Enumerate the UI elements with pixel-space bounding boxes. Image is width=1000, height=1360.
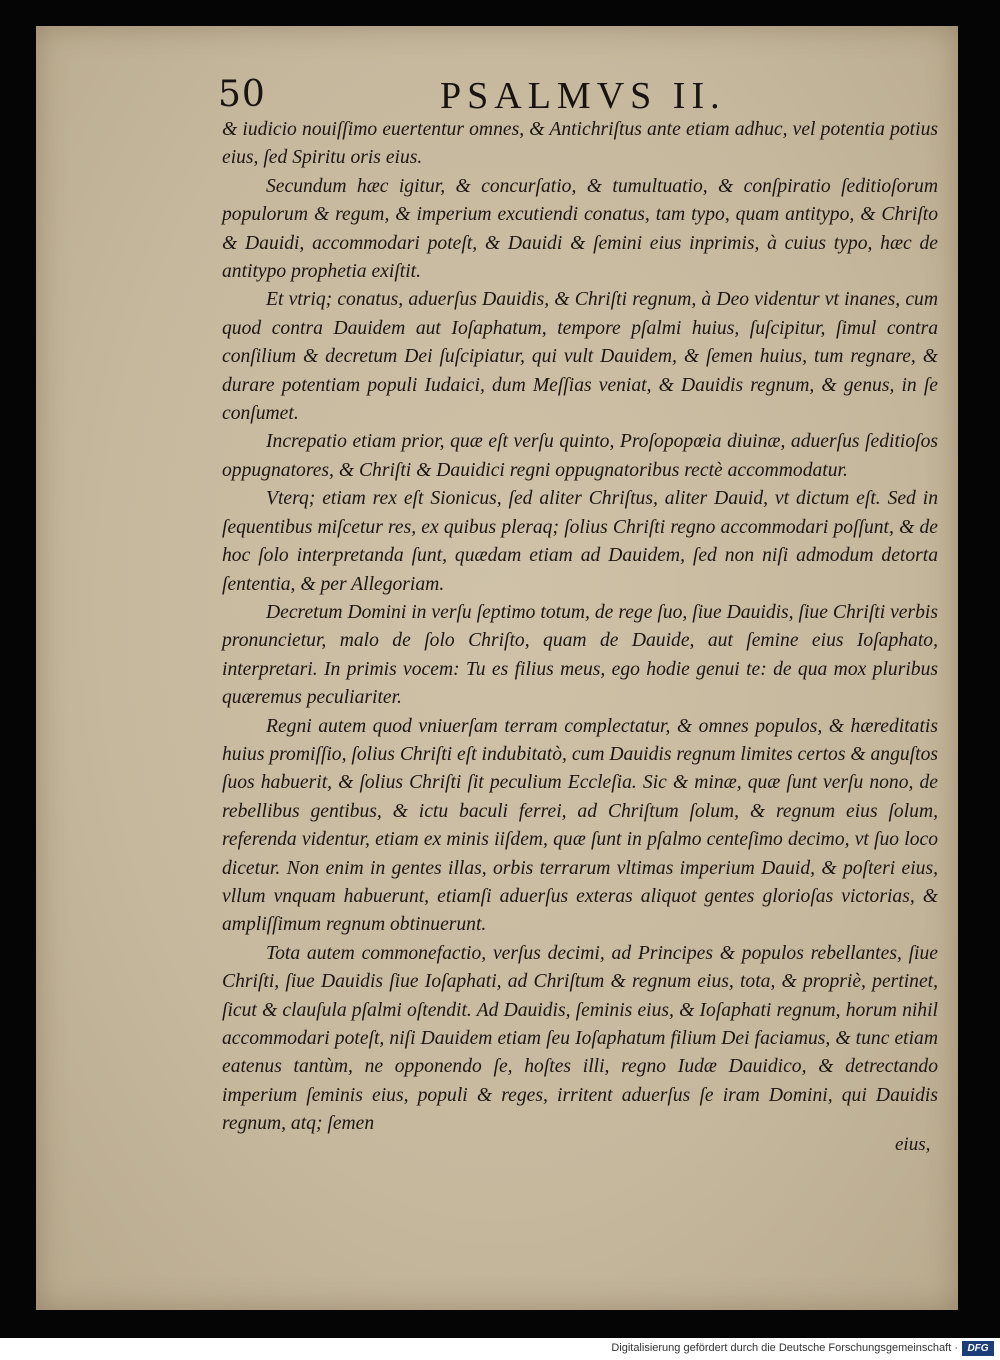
paragraph: Secundum hæc igitur, & concurſatio, & tumultuatio, & conſpiratio ſeditioſorum populorum & regum, & imperium excutiendi conatus, tam typo, quam antitypo, & Chriſto & Dauidi, accommodari poteſt, & Dauidi & ſemini eius inprimis, à cuius typo, hæc de antitypo prophetia exiſtit.: [222, 175, 938, 283]
paragraph: Vterq; etiam rex eſt Sionicus, ſed aliter Chriſtus, aliter Dauid, vt dictum eſt. Sed in ſequentibus miſcetur res, ex quibus pleraq; ſolius Chriſti regno accommodari poſſunt, & de hoc ſolo interpretanda ſunt, quædam etiam ad Dauidem, ſed non niſi admodum detorta ſententia, & per Allegoriam.: [222, 488, 938, 595]
paragraph: Regni autem quod vniuerſam terram complectatur, & omnes populos, & hæreditatis huius promiſſio, ſolius Chriſti eſt indubitatò, cum Dauidis regnum limites certos & anguſtos ſuos habuerit, & ſolius Chriſti ſit peculium Eccleſia. Sic & minæ, quæ ſunt verſu nono, de rebellibus gentibus, & ictu baculi ferrei, ad Chriſtum ſolum, & regnum eius ſolum, referenda videntur, etiam ex minis iiſdem, quæ ſunt in pſalmo centeſimo decimo, vt ſuo loco dicetur. Non enim in gentes illas, orbis terrarum vltimas imperium Dauid, & poſteri eius, vllum vnquam habuerunt, etiamſi aduerſus exteras aliquot gentes glorioſas victorias, & ampliſſimum regnum obtinuerunt.: [222, 715, 938, 936]
paragraph: & iudicio nouiſſimo euertentur omnes, & Antichriſtus ante etiam adhuc, vel potentia potius eius, ſed Spiritu oris eius.: [222, 119, 938, 169]
page-title: PSALMVS II.: [440, 75, 726, 117]
paragraph: Tota autem commonefactio, verſus decimi, ad Principes & populos rebellantes, ſiue Chriſti, ſiue Dauidis ſiue Ioſaphati, ad Chriſtum & regnum eius, tota, & propriè, pertinet, ſicut & clauſula pſalmi oſtendit. Ad Dauidis, ſeminis eius, & Ioſaphati regnum, horum nihil accommodari poteſt, niſi Dauidem etiam ſeu Ioſaphatum filium Dei faciamus, & tunc etiam eatenus tantùm, ne opponendo ſe, hoſtes illi, regno Iudæ Dauidico, & detrectando imperium ſeminis eius, populi & reges, irritent aduerſus ſe iram Domini, qui Dauidis regnum, atq; ſemen: [222, 942, 938, 1135]
body-text: [222, 116, 938, 1139]
catchword: eius,: [895, 1134, 931, 1155]
paragraph: Et vtriq; conatus, aduerſus Dauidis, & Chriſti regnum, à Deo videntur vt inanes, cum quod contra Dauidem aut Ioſaphatum, tempore pſalmi huius, ſuſcipitur, ſimul contra conſilium & decretum Dei ſuſcipiatur, qui vult Dauidem, & ſemen huius, tum regnare, & durare potentiam populi Iudaici, dum Meſſias veniat, & Dauidis regnum, & genus, in ſe conſumet.: [222, 289, 938, 425]
funding-credit: Digitalisierung gefördert durch die Deutsche Forschungsgemeinschaft ·: [611, 1342, 958, 1354]
paragraph: Decretum Domini in verſu ſeptimo totum, de rege ſuo, ſiue Dauidis, ſiue Chriſti verbis pronuncietur, malo de ſolo Chriſto, quam de Dauide, aut ſemine eius Ioſaphato, interpretari. In primis vocem: Tu es filius meus, ego hodie genui te: de qua mox pluribus quæremus peculiariter.: [222, 601, 938, 709]
dfg-logo-icon: DFG: [962, 1341, 994, 1356]
paragraph: Increpatio etiam prior, quæ eſt verſu quinto, Proſopopœia diuinæ, aduerſus ſeditioſos oppugnatores, & Chriſti & Dauidici regni oppugnatoribus rectè accommodatur.: [222, 431, 938, 481]
page-number: 50: [218, 74, 266, 115]
running-head: [218, 74, 758, 118]
footer-bar: [0, 1338, 1000, 1360]
